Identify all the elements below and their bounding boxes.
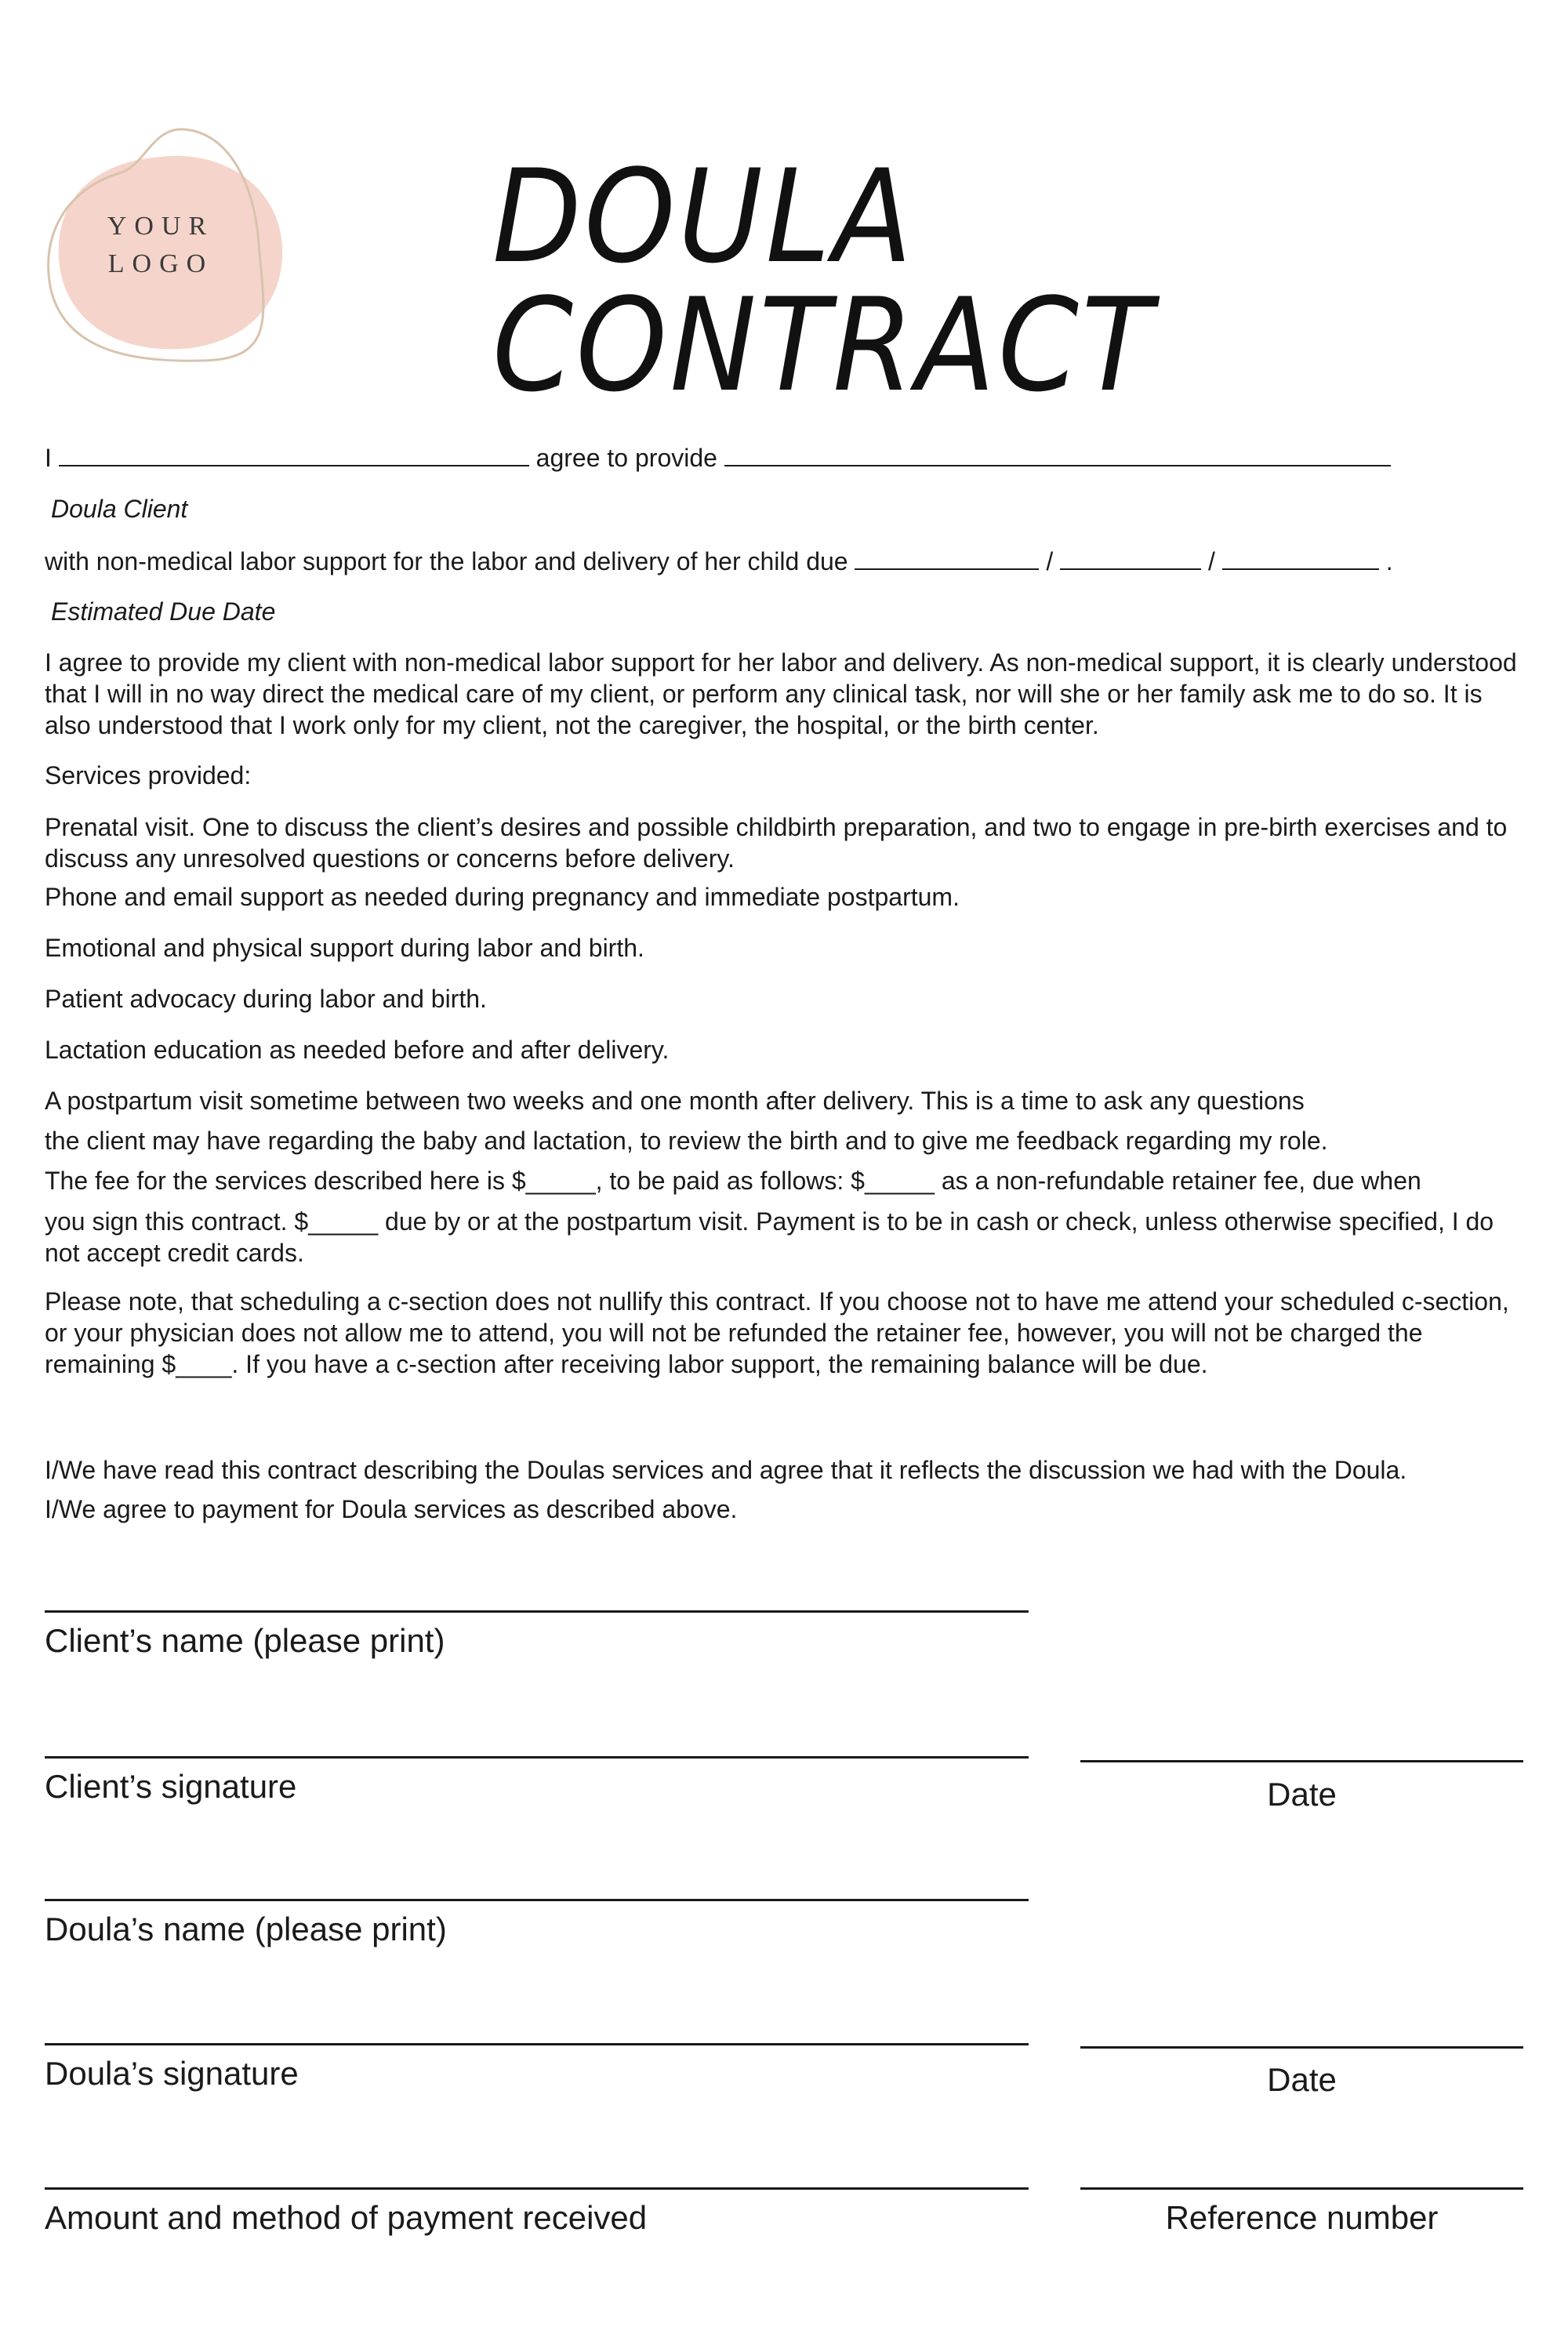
due-date-label: Estimated Due Date <box>51 597 276 626</box>
reference-number-line[interactable] <box>1080 2187 1523 2190</box>
doula-signature-line[interactable] <box>45 2043 1029 2045</box>
due-date-line-text: with non-medical labor support for the labor and delivery of her child due <box>45 547 855 575</box>
doula-name-line[interactable] <box>45 1899 1029 1901</box>
due-date-line-end: . <box>1385 547 1393 575</box>
provider-line-start: I <box>45 444 52 472</box>
service-item-emotional: Emotional and physical support during labor and birth. <box>45 934 644 962</box>
payment-label: Amount and method of payment received <box>45 2199 648 2236</box>
service-item-postpartum-cont: the client may have regarding the baby and lactation, to review the birth and to give me feedback regarding my role. <box>45 1127 1328 1155</box>
service-item-phone: Phone and email support as needed during pregnancy and immediate postpartum. <box>45 883 960 911</box>
fee-line-1: The fee for the services described here is $_____, to be paid as follows: $_____ as a non-refundable retainer fee, due when <box>45 1167 1421 1195</box>
client-date-line[interactable] <box>1080 1760 1523 1762</box>
client-signature-label: Client’s signature <box>45 1768 297 1805</box>
doula-client-label: Doula Client <box>51 495 188 523</box>
due-date-separator-1: / <box>1046 547 1054 575</box>
due-month-blank[interactable] <box>855 546 1039 570</box>
doula-signature-label: Doula’s signature <box>45 2055 299 2092</box>
due-date-separator-2: / <box>1208 547 1215 575</box>
doula-date-line[interactable] <box>1080 2046 1523 2049</box>
provider-line <box>45 443 1391 473</box>
due-year-blank[interactable] <box>1222 546 1379 570</box>
logo-text-line1: YOUR <box>107 212 215 241</box>
doula-name-label: Doula’s name (please print) <box>45 1911 447 1947</box>
client-name-label: Client’s name (please print) <box>45 1622 445 1659</box>
client-date-label: Date <box>1267 1776 1337 1813</box>
client-signature-line[interactable] <box>45 1756 1029 1759</box>
acknowledgement-line-1: I/We have read this contract describing the Doulas services and agree that it reflects the discussion we had with the Doula. <box>45 1456 1407 1484</box>
client-name-line[interactable] <box>45 1610 1029 1613</box>
doula-date-label: Date <box>1267 2061 1337 2098</box>
service-item-lactation: Lactation education as needed before and after delivery. <box>45 1036 670 1064</box>
service-item-postpartum: A postpartum visit sometime between two weeks and one month after delivery. This is a time to ask any questions <box>45 1087 1305 1115</box>
logo-text-line2: LOGO <box>107 249 214 278</box>
agreement-paragraph: I agree to provide my client with non-medical labor support for her labor and delivery. As non-medical support, it is clearly understood that I will in no way direct the medical care of my client, or perform any clinical task, nor will she or her family ask me to do so. It is also understood that I work only for my client, not the caregiver, the hospital, or the birth center. <box>45 648 1517 739</box>
service-item-prenatal: Prenatal visit. One to discuss the client’s desires and possible childbirth preparation, and two to engage in pre-birth exercises and to discuss any unresolved questions or concerns before delivery. <box>45 813 1508 873</box>
service-item-advocacy: Patient advocacy during labor and birth. <box>45 985 487 1013</box>
client-name-blank[interactable] <box>724 443 1391 466</box>
services-heading: Services provided: <box>45 761 252 789</box>
due-day-blank[interactable] <box>1060 546 1201 570</box>
due-date-line <box>45 546 1393 576</box>
provider-line-middle: agree to provide <box>535 444 724 472</box>
logo <box>43 125 294 376</box>
csection-paragraph: Please note, that scheduling a c-section does not nullify this contract. If you choose not to have me attend your scheduled c-section, or your physician does not allow me to attend, you will not be refunded the retainer fee, however, you will not be charged the remaining $____. If you have a c-section after receiving labor support, the remaining balance will be due. <box>45 1287 1509 1378</box>
fee-line-2: you sign this contract. $_____ due by or at the postpartum visit. Payment is to be in cash or check, unless otherwise specified, I do not accept credit cards. <box>45 1207 1494 1267</box>
page-title: DOULA CONTRACT <box>492 142 1156 420</box>
reference-number-label: Reference number <box>1165 2199 1439 2236</box>
doula-name-blank[interactable] <box>59 443 529 466</box>
payment-line[interactable] <box>45 2187 1029 2190</box>
acknowledgement-line-2: I/We agree to payment for Doula services as described above. <box>45 1495 738 1523</box>
